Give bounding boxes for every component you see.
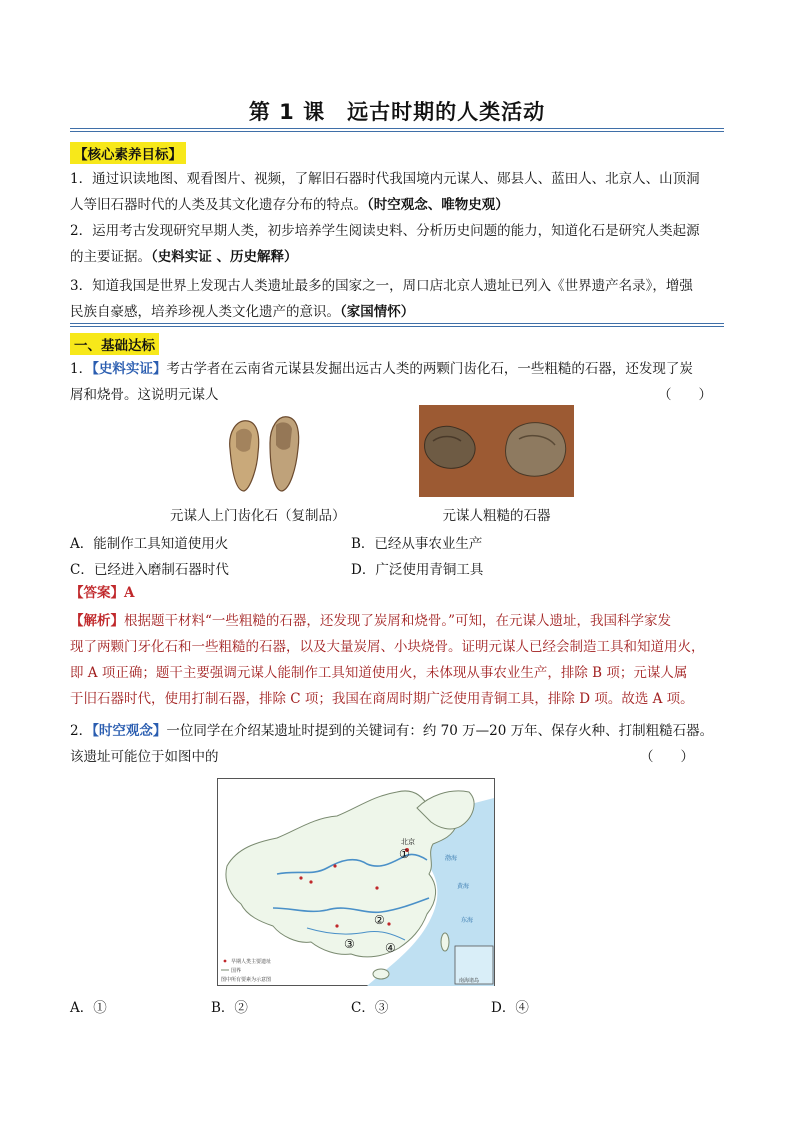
- q1-answer-value: A: [124, 585, 135, 601]
- marker-1: ①: [399, 847, 410, 861]
- section-label: 一、基础达标: [70, 333, 159, 355]
- q1-option-c: C．已经进入磨制石器时代: [70, 562, 229, 578]
- q1-line1: 考古学者在云南省元谋县发掘出远古人类的两颗门齿化石，一些粗糙的石器，还发现了炭: [166, 361, 693, 377]
- goal-1: [70, 166, 724, 218]
- goal-1-line1: 1．通过识读地图、观看图片、视频，了解旧石器时代我国境内元谋人、郧县人、蓝田人、北京人、山顶洞: [70, 171, 700, 187]
- q2-line2: 该遗址可能位于如图中的: [70, 749, 219, 765]
- q2-number: 2．: [70, 723, 93, 739]
- teeth-fossil-image: [220, 413, 310, 495]
- q1-tag: 【史料实证】: [92, 361, 167, 377]
- question-2: [70, 718, 724, 770]
- goals-rule: [70, 323, 724, 327]
- q1-answer-label: 【答案】: [70, 585, 124, 601]
- q1-analysis-line2: 现了两颗门牙化石和一些粗糙的石器，以及大量炭屑、小块烧骨。证明元谋人已经会制造工具和知道用火，: [70, 639, 705, 655]
- q2-line1: 一位同学在介绍某遗址时提到的关键词有：约 70 万—20 万年、保存火种、打制粗糙石器。: [166, 723, 714, 739]
- legend-note: 图中所有要素为示意图: [221, 977, 272, 983]
- sea-label-huanghai: 黄海: [457, 883, 470, 890]
- q1-option-a: A．能制作工具知道使用火: [70, 536, 229, 552]
- q2-option-d: D．④: [491, 1000, 529, 1016]
- q1-answer-paren: （ ）: [658, 387, 712, 403]
- marker-2: ②: [374, 913, 385, 927]
- q1-caption-left: 元谋人上门齿化石（复制品）: [170, 508, 346, 524]
- q1-option-b: B．已经从事农业生产: [351, 536, 483, 552]
- q2-tag: 【时空观念】: [92, 723, 167, 739]
- q2-option-b: B．②: [211, 1000, 248, 1016]
- goal-3-line2: 民族自豪感，培养珍视人类文化遗产的意识。: [70, 304, 340, 320]
- goal-3-line1: 3．知道我国是世界上发现古人类遗址最多的国家之一，周口店北京人遗址已列入《世界遗产名录》，增强: [70, 278, 693, 294]
- q1-analysis-line4: 于旧石器时代，使用打制石器，排除 C 项；我国在商周时期广泛使用青铜工具，排除 D 项。故选 A 项。: [70, 691, 694, 707]
- goal-2: [70, 218, 724, 270]
- stone-tools-image: [419, 405, 574, 497]
- q1-number: 1．: [70, 361, 93, 377]
- marker-3: ③: [344, 937, 355, 951]
- q1-option-d: D．广泛使用青铜工具: [351, 562, 484, 578]
- title-rule: [70, 128, 724, 132]
- question-1: [70, 356, 724, 408]
- goal-2-tag: （史料实证 、历史解释）: [151, 249, 298, 265]
- q2-option-a: A．①: [70, 1000, 107, 1016]
- goals-label: 【核心素养目标】: [70, 142, 186, 164]
- q1-analysis-label: 【解析】: [70, 613, 124, 629]
- q1-analysis-line1: 根据题干材料“一些粗糙的石器，还发现了炭屑和烧骨。”可知，在元谋人遗址，我国科学家发: [124, 613, 672, 629]
- q1-analysis: [70, 608, 724, 712]
- sea-label-bohai: 渤海: [445, 855, 458, 862]
- goal-2-line1: 2．运用考古发现研究早期人类，初步培养学生阅读史料、分析历史问题的能力，知道化石是研究人类起源: [70, 223, 700, 239]
- q1-analysis-line3: 即 A 项正确；题干主要强调元谋人能制作工具知道使用火，未体现从事农业生产，排除 B 项；元谋人属: [70, 665, 688, 681]
- goal-1-line2: 人等旧石器时代的人类及其文化遗存分布的特点。: [70, 197, 367, 213]
- sea-label-donghai: 东海: [461, 917, 474, 924]
- q1-answer: [70, 580, 724, 606]
- marker-4: ④: [385, 941, 396, 955]
- beijing-label: 北京: [401, 838, 415, 846]
- goal-1-tag: （时空观念、唯物史观）: [367, 197, 509, 213]
- goal-2-line2: 的主要证据。: [70, 249, 151, 265]
- goal-3: [70, 273, 724, 325]
- q1-caption-right: 元谋人粗糙的石器: [442, 508, 551, 524]
- page-title: 第 1 课 远古时期的人类活动: [248, 100, 546, 124]
- q2-option-c: C．③: [351, 1000, 389, 1016]
- inset-label: 南海诸岛: [459, 978, 480, 984]
- china-map: [217, 778, 495, 986]
- q1-line2: 屑和烧骨。这说明元谋人: [70, 387, 219, 403]
- goal-3-tag: （家国情怀）: [340, 304, 415, 320]
- legend-sites: 早期人类主要遗址: [231, 959, 272, 965]
- q2-answer-paren: （ ）: [640, 749, 694, 765]
- legend-border: 国界: [231, 968, 242, 974]
